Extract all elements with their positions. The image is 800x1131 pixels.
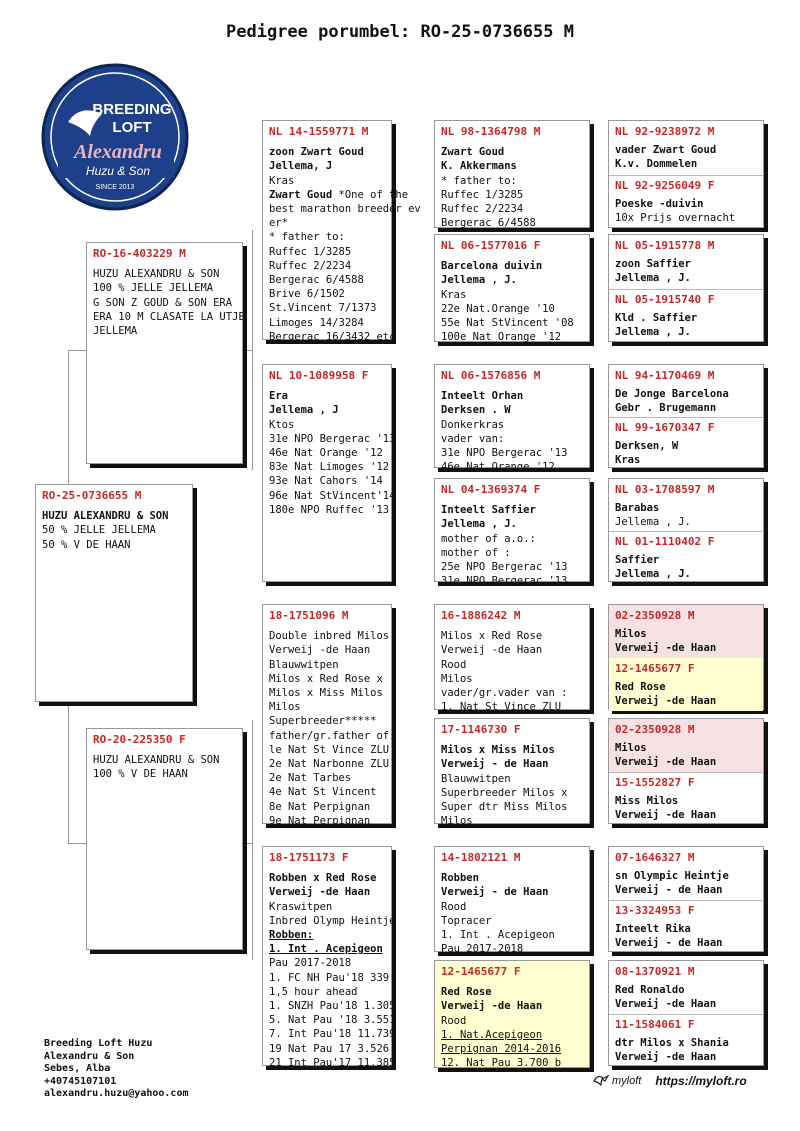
info-line: Kras (441, 288, 467, 301)
breeder-line: Gebr . Brugemann (615, 402, 717, 415)
info-line: Bergerac 16/3432 etc (269, 330, 396, 343)
highlight-line: 1. Int . Acepigeon (269, 943, 383, 956)
info-line: Ktos (269, 418, 295, 431)
info-line: JELLEMA (93, 325, 138, 338)
info-line: 1. Nat St Vince ZLU (441, 701, 562, 714)
ring-number: NL 99-1670347 F (615, 421, 715, 434)
info-line: best marathon breeder ev (269, 203, 421, 216)
name-line: Red Rose (615, 681, 666, 694)
ring-number: 16-1886242 M (441, 609, 521, 622)
breeder-line: Verweij -de Haan (615, 1051, 717, 1064)
myloft-url[interactable]: https://myloft.ro (655, 1074, 747, 1088)
ring-number: RO-25-0736655 M (42, 489, 142, 502)
breeder-line: Jellema , J. (615, 272, 691, 285)
name-line: Barcelona duivin (441, 260, 543, 273)
connector (252, 230, 253, 470)
connector (68, 350, 86, 351)
info-line: Limoges 14/3284 (269, 316, 364, 329)
grandsire-paternal-card[interactable] (262, 120, 421, 343)
info-line: vader/gr.vader van : (441, 687, 568, 700)
info-line: 180e NPO Ruffec '13 (269, 503, 390, 516)
name-line: De Jonge Barcelona (615, 388, 729, 401)
name-line: Milos (615, 742, 647, 755)
info-line: Superbreeder***** (269, 715, 377, 728)
info-line: vader van: (441, 432, 505, 445)
breeder-line: Jellema , J. (615, 326, 691, 339)
note-bold: Zwart Goud (269, 188, 333, 201)
name-line: Milos (615, 628, 647, 641)
info-line: 50 % V DE HAAN (42, 538, 131, 551)
info-line: mother of a.o.: (441, 532, 536, 545)
info-line: Blauwwitpen (441, 772, 511, 785)
myloft-text: myloft (612, 1075, 642, 1087)
great-grandparent-card[interactable] (434, 960, 590, 1068)
info-line: * father to: (441, 174, 517, 187)
info-line: 83e Nat Limoges '12 (269, 461, 390, 474)
info-line: Ruffec 2/2234 (441, 203, 524, 216)
ring-number: NL 98-1364798 M (441, 125, 541, 138)
name-line: Barabas (615, 502, 660, 515)
info-line: 100e Nat Orange '12 (441, 331, 562, 344)
breeder-line: Verweij - de Haan (615, 884, 723, 897)
sire-card[interactable] (86, 242, 243, 464)
name-line: Era (269, 390, 288, 403)
subject-card[interactable] (35, 484, 193, 702)
info-line: 8e Nat Perpignan (269, 800, 371, 813)
name-line: Milos x Miss Milos (441, 744, 555, 757)
info-line: 9e Nat Perpignan (269, 814, 371, 827)
breeder-line: K.v. Dommelen (615, 158, 698, 171)
info-line: 31e NPO Bergerac '13 (441, 575, 568, 588)
ring-number: 12-1465677 F (441, 965, 521, 978)
info-line: Blauwwitpen (269, 658, 339, 671)
info-line: 1. SNZH Pau'18 1.305 (269, 1000, 396, 1013)
ring-number: 15-1552827 F (615, 776, 695, 789)
ring-number: 08-1370921 M (615, 965, 695, 978)
info-line: 100 % JELLE JELLEMA (93, 282, 214, 295)
info-line: le Nat St Vince ZLU (269, 743, 390, 756)
result-link[interactable]: Perpignan 2014-2016 (441, 1043, 562, 1056)
info-line: Ruffec 2/2234 (269, 259, 352, 272)
svg-text:Huzu & Son: Huzu & Son (85, 164, 151, 178)
contact-phone: +40745107101 (44, 1075, 117, 1087)
contact-block (44, 1038, 189, 1101)
granddam-paternal-card[interactable] (262, 364, 396, 582)
ring-number: NL 92-9238972 M (615, 125, 715, 138)
info-line: G SON Z GOUD & SON ERA (93, 296, 233, 309)
breeder-line: Verweij -de Haan (615, 695, 717, 708)
info-line: * father to: (269, 231, 345, 244)
note-line (269, 188, 409, 202)
info-line: Brive 6/1502 (269, 288, 345, 301)
dove-icon (592, 1072, 610, 1090)
ring-number: 18-1751173 F (269, 851, 349, 864)
highlight-line: Robben: (269, 929, 314, 942)
breeder-line: Verweij -de Haan (269, 886, 371, 899)
page-title: Pedigree porumbel: RO-25-0736655 M (226, 22, 574, 42)
breeder-line: Jellema, J (269, 160, 333, 173)
ggg-pair-card[interactable] (608, 718, 764, 824)
breeder-line: Jellema , J. (615, 568, 691, 581)
info-line: 31e NPO Bergerac '13 (269, 432, 396, 445)
info-line: Milos (441, 672, 473, 685)
ring-number: NL 06-1576856 M (441, 369, 541, 382)
info-line: Double inbred Milos (269, 630, 390, 643)
breeder-line: Verweij -de Haan (615, 642, 717, 655)
great-grandparent-card[interactable] (434, 364, 590, 474)
svg-text:SINCE 2013: SINCE 2013 (95, 184, 135, 191)
info-line: 1. FC NH Pau'18 339 (269, 971, 390, 984)
name-line: zoon Saffier (615, 258, 691, 271)
info-line: 46e Nat Orange '12 (269, 447, 383, 460)
svg-text:BREEDING: BREEDING (92, 101, 172, 118)
name-line: Derksen, W (615, 440, 679, 453)
info-line: Kraswitpen (269, 900, 333, 913)
breeder-line: Verweij -de Haan (615, 998, 717, 1011)
info-line: 22e Nat.Orange '10 (441, 302, 555, 315)
ring-number: NL 94-1170469 M (615, 369, 715, 382)
info-line: 1,5 hour ahead (269, 985, 358, 998)
info-line: 4e Nat St Vincent (269, 786, 377, 799)
name-line: Kld . Saffier (615, 312, 698, 325)
ring-number: NL 03-1708597 M (615, 483, 715, 496)
ring-number: RO-16-403229 M (93, 247, 186, 260)
dam-card[interactable] (86, 728, 243, 950)
info-line: Ruffec 1/3285 (269, 245, 352, 258)
breeder-line: Jellema , J. (615, 516, 691, 529)
ring-number: NL 10-1089958 F (269, 369, 369, 382)
contact-email[interactable]: alexandru.huzu@yahoo.com (44, 1088, 189, 1099)
ring-number: 02-2350928 M (615, 723, 695, 736)
info-line: 25e NPO Bergerac '13 (441, 561, 568, 574)
info-line: Ruffec 1/3285 (441, 188, 524, 201)
breeder-line: Jellema , J (269, 404, 339, 417)
info-line: er* (269, 217, 288, 230)
info-line: 96e Nat StVincent'14 (269, 489, 396, 502)
ring-number: 07-1646327 M (615, 851, 695, 864)
info-line: Topracer (441, 914, 492, 927)
info-line: Superbreeder Milos x (441, 786, 568, 799)
myloft-brand (592, 1072, 747, 1090)
info-line: HUZU ALEXANDRU & SON (93, 754, 220, 767)
breeder-line: K. Akkermans (441, 160, 517, 173)
breeder-line: Kras (615, 454, 641, 467)
info-line: 19 Nat Pau 17 3.526 (269, 1042, 390, 1055)
info-line: mother of : (441, 546, 511, 559)
ring-number: 02-2350928 M (615, 609, 695, 622)
info-line: Verweij -de Haan (441, 644, 543, 657)
info-line: Pau 2017-2018 (441, 943, 524, 956)
name-line: Miss Milos (615, 795, 679, 808)
name-line: Inteelt Saffier (441, 504, 536, 517)
great-grandparent-card[interactable] (434, 478, 590, 588)
connector (68, 703, 69, 843)
breeder-line: Verweij -de Haan (441, 1000, 543, 1013)
info-line: Inbred Olymp Heintje (269, 914, 396, 927)
info-line: Pau 2017-2018 (269, 957, 352, 970)
info-line: 10x Prijs overnacht (615, 212, 736, 225)
connector (68, 350, 69, 485)
info-line: 21 Int Pau'17 11.385 (269, 1056, 396, 1069)
info-line: Verweij -de Haan (269, 644, 371, 657)
note-text: *One of the (332, 188, 409, 201)
contact-line: Sebes, Alba (44, 1063, 111, 1074)
ring-number: NL 92-9256049 F (615, 179, 715, 192)
breeder-line: Verweij - de Haan (615, 937, 723, 950)
ring-number: 17-1146730 F (441, 723, 521, 736)
contact-line: Breeding Loft Huzu (44, 1038, 153, 1049)
info-line: 1. Int . Acepigeon (441, 929, 555, 942)
ring-number: 18-1751096 M (269, 609, 349, 622)
name-line: Poeske -duivin (615, 198, 704, 211)
info-line: 12. Nat Pau 3.700 b (441, 1057, 562, 1070)
ring-number: NL 04-1369374 F (441, 483, 541, 496)
ring-number: NL 05-1915740 F (615, 293, 715, 306)
info-line: Bergerac 6/4588 (441, 217, 536, 230)
breeder-line: Jellema , J. (441, 274, 517, 287)
info-line: Milos x Red Rose (441, 630, 543, 643)
ggg-pair-card[interactable] (608, 364, 764, 468)
info-line: 5. Nat Pau '18 3.551 (269, 1014, 396, 1027)
ggg-pair-card[interactable] (608, 234, 764, 342)
info-line: 31e NPO Bergerac '13 (441, 447, 568, 460)
ggg-pair-card[interactable] (608, 604, 764, 710)
breeder-line: Verweij - de Haan (441, 758, 549, 771)
ring-number: 11-1584061 F (615, 1018, 695, 1031)
info-line: Milos x Red Rose x (269, 672, 383, 685)
info-line: St.Vincent 7/1373 (269, 302, 377, 315)
name-line: Red Ronaldo (615, 984, 685, 997)
great-grandparent-card[interactable] (434, 604, 590, 714)
ring-number: NL 05-1915778 M (615, 239, 715, 252)
info-line: 100 % V DE HAAN (93, 768, 188, 781)
contact-line: Alexandru & Son (44, 1050, 135, 1062)
info-line: 55e Nat StVincent '08 (441, 317, 574, 330)
name-line: Inteelt Rika (615, 923, 691, 936)
name-line: Robben (441, 872, 479, 885)
owner-line: HUZU ALEXANDRU & SON (42, 510, 169, 523)
name-line: dtr Milos x Shania (615, 1037, 729, 1050)
info-line: ERA 10 M CLASATE LA UTJE (93, 310, 245, 323)
name-line: zoon Zwart Goud (269, 146, 364, 159)
ring-number: NL 06-1577016 F (441, 239, 541, 252)
breeder-line: Verweij -de Haan (615, 756, 717, 769)
name-line: vader Zwart Goud (615, 144, 717, 157)
great-grandparent-card[interactable] (434, 234, 590, 342)
info-line: Rood (441, 658, 467, 671)
result-link[interactable]: 1. Nat.Acepigeon (441, 1028, 543, 1041)
info-line: 7. Int Pau'18 11.739 (269, 1028, 396, 1041)
name-line: Saffier (615, 554, 660, 567)
ring-number: RO-20-225350 F (93, 733, 186, 746)
info-line: 50 % JELLE JELLEMA (42, 524, 156, 537)
info-line: 2e Nat Narbonne ZLU (269, 758, 390, 771)
info-line: Donkerkras (441, 418, 505, 431)
ring-number: 12-1465677 F (615, 662, 695, 675)
breeder-line: Derksen . W (441, 404, 511, 417)
info-line: Milos (269, 701, 301, 714)
connector (252, 720, 253, 960)
info-line: 93e Nat Cahors '14 (269, 475, 383, 488)
great-grandparent-card[interactable] (434, 846, 590, 956)
info-line: Rood (441, 1014, 467, 1027)
great-grandparent-card[interactable] (434, 718, 590, 828)
ggg-pair-card[interactable] (608, 478, 764, 582)
color-line: Kras (269, 174, 295, 187)
info-line: 46e Nat Orange '12 (441, 461, 555, 474)
ring-number: NL 01-1110402 F (615, 535, 715, 548)
name-line: sn Olympic Heintje (615, 870, 729, 883)
ggg-pair-card[interactable] (608, 960, 764, 1066)
great-grandparent-card[interactable] (434, 120, 590, 228)
ring-number: 14-1802121 M (441, 851, 521, 864)
granddam-maternal-card[interactable] (262, 846, 396, 1069)
grandsire-maternal-card[interactable] (262, 604, 396, 827)
svg-text:LOFT: LOFT (112, 119, 152, 136)
breeder-line: Verweij - de Haan (441, 886, 549, 899)
ring-number: 13-3324953 F (615, 904, 695, 917)
svg-text:Alexandru: Alexandru (74, 141, 162, 163)
connector (68, 843, 86, 844)
name-line: Red Rose (441, 986, 492, 999)
info-line: HUZU ALEXANDRU & SON (93, 268, 220, 281)
breeder-line: Jellema , J. (441, 518, 517, 531)
name-line: Zwart Goud (441, 146, 505, 159)
breeder-line: Verweij -de Haan (615, 809, 717, 822)
ggg-pair-card[interactable] (608, 846, 764, 952)
name-line: Inteelt Orhan (441, 390, 524, 403)
info-line: father/gr.father of: (269, 729, 396, 742)
info-line: Milos x Miss Milos (269, 687, 383, 700)
name-line: Robben x Red Rose (269, 872, 377, 885)
breeding-loft-logo (40, 62, 190, 212)
info-line: Rood (441, 900, 467, 913)
ggg-pair-card[interactable] (608, 120, 764, 228)
ring-number: NL 14-1559771 M (269, 125, 369, 138)
info-line: 2e Nat Tarbes (269, 772, 352, 785)
info-line: Milos (441, 815, 473, 828)
info-line: Bergerac 6/4588 (269, 274, 364, 287)
info-line: Super dtr Miss Milos (441, 801, 568, 814)
